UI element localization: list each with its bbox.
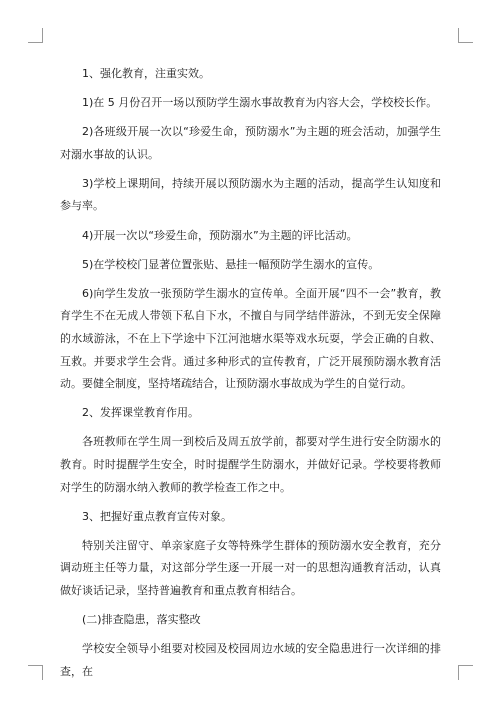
paragraph: 学校安全领导小组要对校园及校园周边水域的安全隐患进行一次详细的排查，在 xyxy=(60,642,441,678)
section-heading-3: 3、把握好重点教育宣传对象。 xyxy=(82,509,232,523)
section-heading-1: 1、强化教育，注重实效。 xyxy=(82,67,210,80)
section-heading-2: 2、发挥课堂教育作用。 xyxy=(82,406,199,420)
crop-mark-bottom-right xyxy=(458,665,473,680)
paragraph: 各班教师在学生周一到校后及周五放学前，都要对学生进行安全防溺水的教育。时时提醒学生安全，时时提醒学生防溺水，并做好记录。学校要将教师对学生的防溺水纳入教师的教学检查工作之中。 xyxy=(60,435,441,494)
crop-mark-top-right xyxy=(458,28,473,43)
paragraph: 6)向学生发放一张预防学生溺水的宣传单。全面开展“四不一会”教育，教育学生不在无成人带领下私自下水，不擅自与同学结伴游泳，不到无安全保障的水域游泳，不在上下学途中下江河池塘水渠等戏水玩耍，学会正确的自救、互救。并要求学生会背。通过多种形式的宣传教育，广泛开展预防溺水教育活动。要健全制度，坚持堵疏结合，让预防溺水事故成为学生的自觉行动。 xyxy=(60,286,441,391)
crop-mark-bottom-left xyxy=(28,665,43,680)
paragraph: 特别关注留守、单亲家庭子女等特殊学生群体的预防溺水安全教育，充分调动班主任等力量，对这部分学生逐一开展一对一的思想沟通教育活动，认真做好谈话记录，坚持普遍教育和重点教育相结合。 xyxy=(60,538,441,597)
paragraph: 5)在学校校门显著位置张贴、悬挂一幅预防学生溺水的宣传。 xyxy=(82,257,380,271)
section-heading-4: (二)排查隐患，落实整改 xyxy=(82,612,201,626)
paragraph: 1)在 5 月份召开一场以预防学生溺水事故教育为内容大会，学校校长作。 xyxy=(82,96,438,110)
paragraph: 3)学校上课期间，持续开展以预防溺水为主题的活动，提高学生认知度和参与率。 xyxy=(60,176,441,213)
paragraph: 2)各班级开展一次以“珍爱生命，预防溺水”为主题的班会活动，加强学生对溺水事故的认识。 xyxy=(60,125,441,161)
document-body xyxy=(60,63,441,690)
paragraph: 4)开展一次以“珍爱生命，预防溺水”为主题的评比活动。 xyxy=(82,228,358,242)
crop-mark-top-left xyxy=(28,28,43,43)
